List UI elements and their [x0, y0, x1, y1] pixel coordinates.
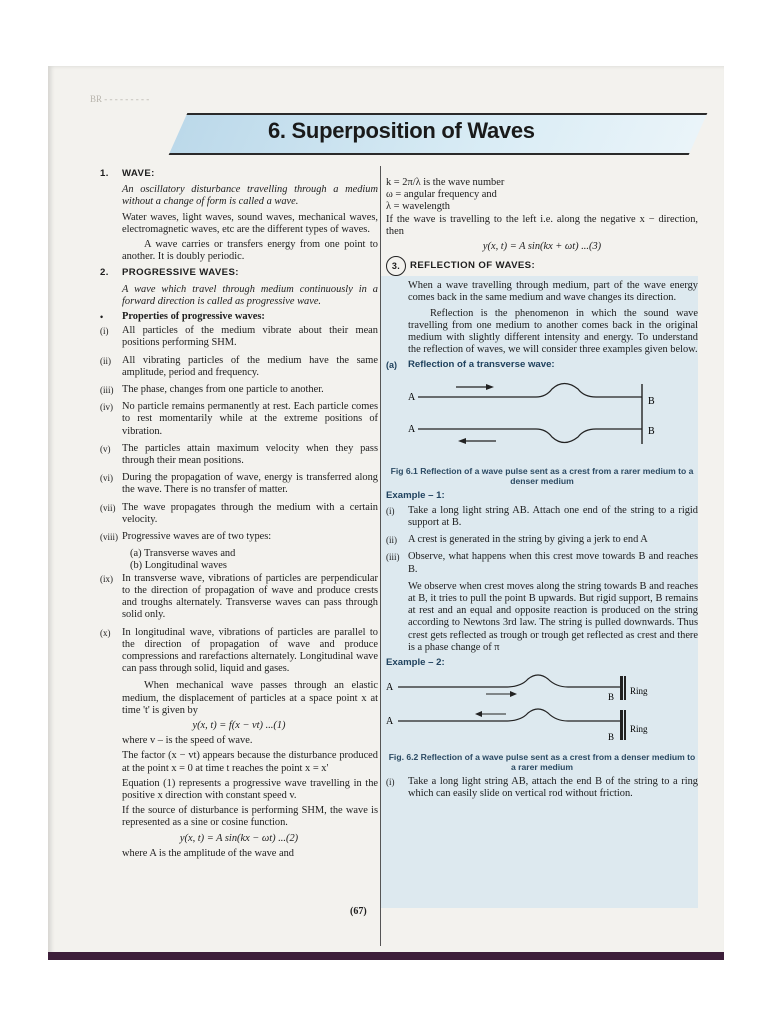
section-heading-wave: 1. WAVE:	[100, 168, 155, 179]
example-2-heading: Example – 2:	[386, 657, 445, 669]
reflection-phenomenon: Reflection is the phenomenon in which the sound wave travelling from one medium to another comes back in the original medium with slightly different intensity and energy. To understand the reflection of waves, we will consider three examples given below.	[408, 307, 698, 356]
list-item-text: During the propagation of wave, energy is transferred along the wave. There is no transfer of matter.	[122, 472, 378, 496]
list-item-number: (iv)	[100, 402, 113, 413]
equation-2: y(x, t) = A sin(kx − ωt) ...(2)	[179, 832, 299, 844]
label-a-top: A	[408, 391, 416, 403]
list-item-text: No particle remains permanently at rest. Each particle comes to rest momentarily while at the extreme positions of vibration.	[122, 401, 378, 437]
arrow-left-2-head	[475, 711, 482, 717]
where-a: where A is the amplitude of the wave and	[122, 847, 294, 859]
list-item-number: (i)	[100, 326, 109, 337]
list-item-number: (viii)	[100, 532, 118, 543]
section-heading-reflection: 3. REFLECTION OF WAVES:	[386, 256, 698, 276]
list-item: (ix) In transverse wave, vibrations of particles are perpendicular to the direction of propagation of wave and produce crests and troughs alternately. Transverse waves can pass through solid only.	[100, 572, 378, 621]
source-text: If the source of disturbance is performing SHM, the wave is represented as a sine or cosine function.	[122, 805, 378, 829]
omega-definition: ω = angular frequency and	[386, 189, 497, 201]
list-item	[386, 551, 698, 578]
lambda-definition: λ = wavelength	[386, 201, 450, 213]
list-item-text: The phase, changes from one particle to another.	[122, 384, 324, 396]
label-a-bottom: A	[386, 716, 394, 728]
ring-bottom	[624, 710, 626, 740]
label-b-bottom: B	[648, 425, 655, 437]
section-heading-progressive: 2. PROGRESSIVE WAVES:	[100, 267, 239, 279]
example-1-heading: Example – 1:	[386, 489, 445, 501]
progressive-definition: A wave which travel through medium continuously in a forward direction is called as progressive wave.	[122, 283, 378, 307]
list-item-number: (v)	[100, 443, 111, 454]
k-definition: k = 2π/λ is the wave number	[386, 177, 505, 188]
wave-types	[130, 548, 378, 572]
list-item-number: (iii)	[386, 552, 400, 563]
figure-6-1-caption: Fig 6.1 Reflection of a wave pulse sent as a crest from a rarer medium to a denser medium	[390, 465, 694, 486]
reflected-pulse-2	[398, 709, 620, 721]
wave-energy: A wave carries or transfers energy from one point to another. It is doubly periodic.	[122, 239, 378, 263]
incident-pulse-2	[398, 675, 620, 687]
list-item	[100, 355, 378, 382]
column-divider	[380, 166, 381, 946]
observation-text: We observe when crest moves along the string towards B and reaches at B, it tries to pull the point B upwards. But rigid support, B remains at rest and an equal and opposite reaction is produced on the string according to Newtons 3rd law. The string is pulled downwards. Thus crest gets reflected as trough or trough get reflected as crest and there is a phase change of π	[408, 580, 698, 653]
arrow-left-head	[458, 438, 466, 444]
left-column	[100, 164, 378, 863]
list-item	[386, 534, 698, 549]
type-transverse: (a) Transverse waves and	[130, 548, 236, 560]
list-item-text: Take a long light string AB. Attach one end of the string to a rigid support at B.	[408, 504, 698, 529]
reflection-diagram-2	[386, 672, 686, 750]
list-item: (x) In longitudinal wave, vibrations of particles are parallel to the direction of propagation of wave and produce compressions and rarefactions alternately. Longitudinal wave can pass through solid, liquid and gases.	[100, 626, 378, 675]
list-item	[100, 472, 378, 499]
list-item-number: (iii)	[100, 385, 114, 396]
page-number: (67)	[350, 906, 367, 917]
factor-text: The factor (x − vt) appears because the disturbance produced at the point x = 0 at time t reaches the point x = x'	[122, 750, 378, 774]
list-item	[386, 505, 698, 532]
label-b-top: B	[608, 692, 615, 703]
right-column	[386, 177, 698, 806]
properties-list	[100, 325, 378, 546]
list-item	[100, 443, 378, 470]
wave-definition: An oscillatory disturbance travelling through a medium without a change of form is called a wave.	[122, 184, 378, 208]
left-travel-text: If the wave is travelling to the left i.e. along the negative x − direction, then	[386, 213, 698, 237]
label-a-top: A	[386, 682, 394, 694]
rod-bottom	[620, 710, 623, 740]
wave-examples: Water waves, light waves, sound waves, mechanical waves, electromagnetic waves, etc are the different types of waves.	[122, 211, 378, 235]
list-item-number: (vii)	[100, 502, 116, 513]
rod-top	[620, 676, 623, 700]
figure-6-2-caption: Fig. 6.2 Reflection of a wave pulse sent as a crest from a denser medium to a rarer medium	[388, 752, 696, 773]
equation-3: y(x, t) = A sin(kx + ωt) ...(3)	[482, 241, 602, 253]
incident-pulse	[418, 383, 642, 397]
reflected-pulse	[418, 429, 642, 443]
list-item-number: (vi)	[100, 473, 113, 484]
label-b-bottom: B	[608, 732, 615, 743]
list-item	[100, 325, 378, 352]
bleed-through-text: BR - - - - - - - - -	[90, 94, 150, 104]
properties-heading: • Properties of progressive waves:	[100, 311, 265, 323]
list-item-text: The particles attain maximum velocity when they pass through their mean positions.	[122, 442, 378, 467]
where-v: where v – is the speed of wave.	[122, 735, 253, 747]
figure-6-1	[386, 374, 698, 462]
arrow-right-head	[486, 384, 494, 390]
label-b-top: B	[648, 395, 655, 407]
type-longitudinal: (b) Longitudinal waves	[130, 560, 227, 572]
list-item: (i) Take a long light string AB, attach the end B of the string to a ring which can easily slide on vertical rod without friction.	[386, 776, 698, 800]
label-ring-top: Ring	[630, 686, 648, 697]
list-item-number: (i)	[386, 505, 395, 516]
sub-heading-transverse: (a) Reflection of a transverse wave:	[386, 359, 555, 371]
list-item-text: All particles of the medium vibrate about their mean positions performing SHM.	[122, 325, 378, 349]
list-item-number: (ii)	[386, 535, 397, 546]
equation-note: Equation (1) represents a progressive wave travelling in the positive x direction with constant speed v.	[122, 777, 378, 801]
list-item	[100, 502, 378, 529]
list-item	[100, 384, 378, 399]
label-ring-bottom: Ring	[630, 724, 648, 735]
reflection-def: When a wave travelling through medium, part of the wave energy comes back in the same medium and wave changes its direction.	[408, 280, 698, 304]
list-item-text: The wave propagates through the medium with a certain velocity.	[122, 501, 378, 525]
label-a-bottom: A	[408, 423, 416, 435]
scan-margin	[0, 0, 48, 1024]
list-item-text: Progressive waves are of two types:	[122, 531, 272, 543]
example-1-steps	[386, 505, 698, 579]
ring-top	[624, 676, 626, 700]
figure-6-2	[386, 672, 698, 750]
page-edge	[48, 952, 724, 960]
list-item-text: A crest is generated in the string by giving a jerk to end A	[408, 534, 648, 546]
list-item-text: All vibrating particles of the medium have the same amplitude, period and frequency.	[122, 354, 378, 378]
reflection-diagram-1	[386, 374, 686, 462]
list-item	[100, 531, 378, 546]
list-item	[100, 401, 378, 441]
equation-1: y(x, t) = f(x − vt) ...(1)	[192, 719, 286, 731]
mechanical-wave-text: When mechanical wave passes through an elastic medium, the displacement of particles at a space point x at time 't' is given by	[122, 680, 378, 716]
list-item-text: Observe, what happens when this crest move towards B and reaches B.	[408, 551, 698, 575]
arrow-right-2-head	[510, 691, 517, 697]
list-item-number: (ii)	[100, 355, 111, 366]
chapter-title: 6. Superposition of Waves	[268, 118, 535, 143]
